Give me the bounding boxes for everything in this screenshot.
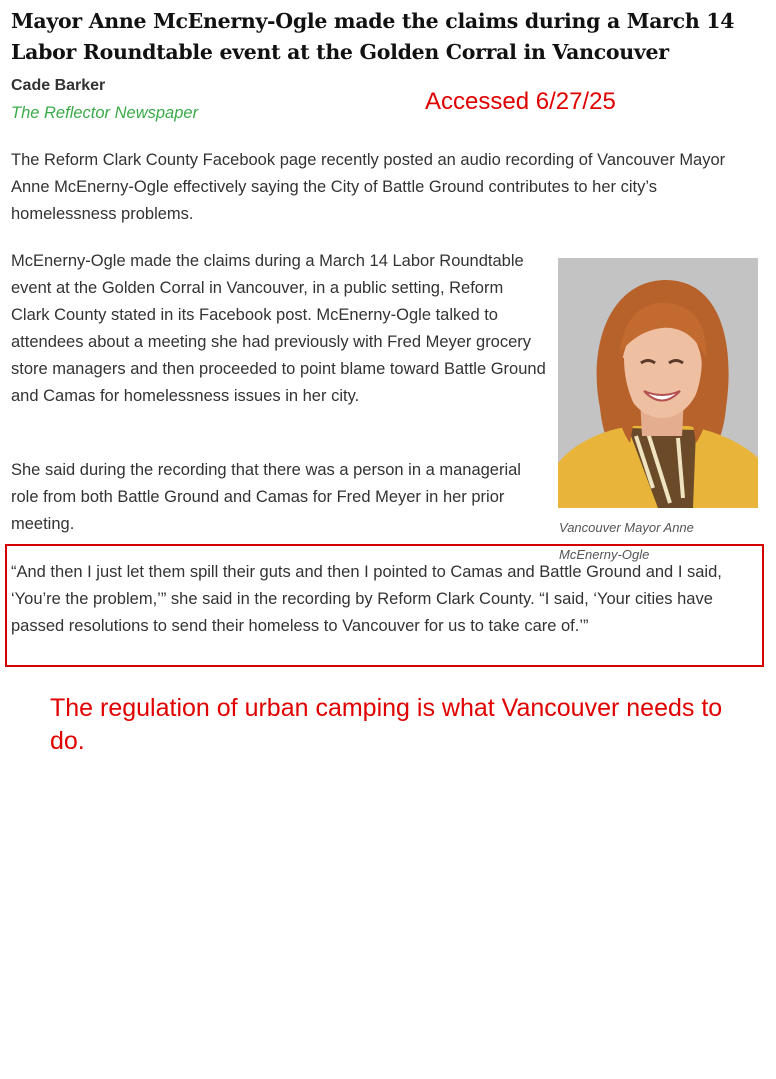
handwritten-style-note: The regulation of urban camping is what Vancouver needs to do. bbox=[50, 694, 723, 755]
article-paragraph-3: She said during the recording that there was a person in a managerial role from both Battle Ground and Camas for Fred Meyer in her prior meeting. bbox=[11, 461, 521, 533]
publication-name[interactable]: The Reflector Newspaper bbox=[11, 104, 199, 122]
article-paragraph-1: The Reform Clark County Facebook page recently posted an audio recording of Vancouver Mayor Anne McEnerny-Ogle effectively saying the City of Battle Ground contributes to her city’s homelessness problems. bbox=[11, 151, 726, 223]
mayor-portrait-photo[interactable] bbox=[558, 258, 758, 508]
article-paragraph-quote: “And then I just let them spill their guts and then I pointed to Camas and Battle Ground and I said, ‘You’re the problem,’” she said in the recording by Reform Clark County. “I said, ‘Your cities have passed resolutions to send their homeless to Vancouver for us to take care of.’” bbox=[11, 563, 722, 635]
article-headline: Mayor Anne McEnerny-Ogle made the claims during a March 14 Labor Roundtable event at the Golden Corral in Vancouver bbox=[11, 9, 735, 64]
accessed-date-annotation: Accessed 6/27/25 bbox=[425, 88, 616, 115]
quote-highlight-box bbox=[5, 544, 764, 667]
mayor-portrait-illustration bbox=[558, 258, 758, 508]
photo-caption: Vancouver Mayor Anne McEnerny-Ogle bbox=[559, 520, 694, 562]
article-paragraph-2: McEnerny-Ogle made the claims during a March 14 Labor Roundtable event at the Golden Corral in Vancouver, in a public setting, Reform Clark County stated in its Facebook post. McEnerny-Ogle talked to attendees about a meeting she had previously with Fred Meyer grocery store managers and then proceeded to point blame toward Battle Ground and Camas for homelessness issues in her city. bbox=[11, 252, 546, 405]
article-author[interactable]: Cade Barker bbox=[11, 77, 106, 94]
